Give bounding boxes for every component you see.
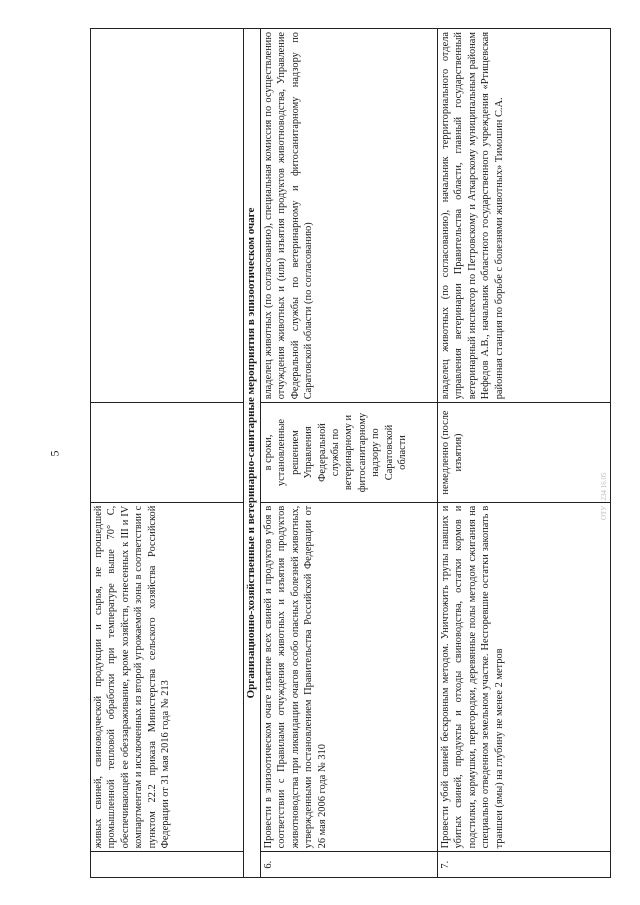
row-number-cell: 7.	[438, 852, 611, 878]
row-number-cell: 6.	[261, 852, 438, 878]
responsible-cell: владелец животных (по согласованию), начальник территориального отдела управления ветеринарии Правительства области, главный государственный ветеринарный инспектор по Петровскому и Аткарскому муниципальным районам Нефедов А.В., начальник областного государственного учреждения «Ртищевская районная станция по борьбе с болезнями животных» Тимошин С.А.	[438, 29, 611, 403]
responsible-cell: владелец животных (по согласованию), специальная комиссия по осуществлению отчуждения животных и (или) изъятия продуктов животноводства, Управление Федеральной службы по ветеринарному и фитосанитарному надзору по Саратовской области (по согласованию)	[261, 29, 438, 403]
action-cell: Провести убой свиней бескровным методом. Уничтожить трупы павших и убитых свиней, продукты и отходы свиноводства, остатки кормов и подстилки, кормушки, перегородки, деревянные полы методом сжигания на специально отведенном земельном участке. Несгоревшие остатки закопать в траншеи (ямы) на глубину не менее 2 метров	[438, 502, 611, 852]
row-number-cell	[91, 852, 244, 878]
term-cell: в сроки, установленные решением Управления Федеральной службы по ветеринарному и фитосанитарному надзору по Саратовской области	[261, 403, 438, 502]
action-cell: живых свиней, свиноводческой продукции и сырья, не прошедшей промышленной тепловой обработки при температуре выше 70° С, обеспечивающей ее обеззараживание, кроме хозяйств, отнесенных к III и IV компартментам и исключенных из второй угрожаемой зоны в соответствии с пунктом 22.2 приказа Министерства сельского хозяйства Российской Федерации от 31 мая 2016 года № 213	[91, 502, 244, 852]
table-row	[261, 29, 438, 878]
footer-code: ОТУ 1234 16.05	[600, 472, 608, 520]
section-header-row	[244, 29, 261, 878]
rotated-page-content	[90, 28, 610, 878]
measures-table	[90, 28, 611, 878]
section-title: Организационно-хозяйственные и ветеринарно-санитарные мероприятия в эпизоотическом очаге	[244, 29, 261, 878]
action-cell: Провести в эпизоотическом очаге изъятие всех свиней и продуктов убоя в соответствии с Правилами отчуждения животных и изъятия продуктов животноводства при ликвидации очагов особо опасных болезней животных, утвержденными постановлением Правительства Российской Федерации от 26 мая 2006 года № 310	[261, 502, 438, 852]
term-cell: немедленно (после изъятия)	[438, 403, 611, 502]
table-row-continued	[91, 29, 244, 878]
table-row	[438, 29, 611, 878]
page-number: 5	[47, 450, 62, 457]
term-cell	[91, 403, 244, 502]
responsible-cell	[91, 29, 244, 403]
